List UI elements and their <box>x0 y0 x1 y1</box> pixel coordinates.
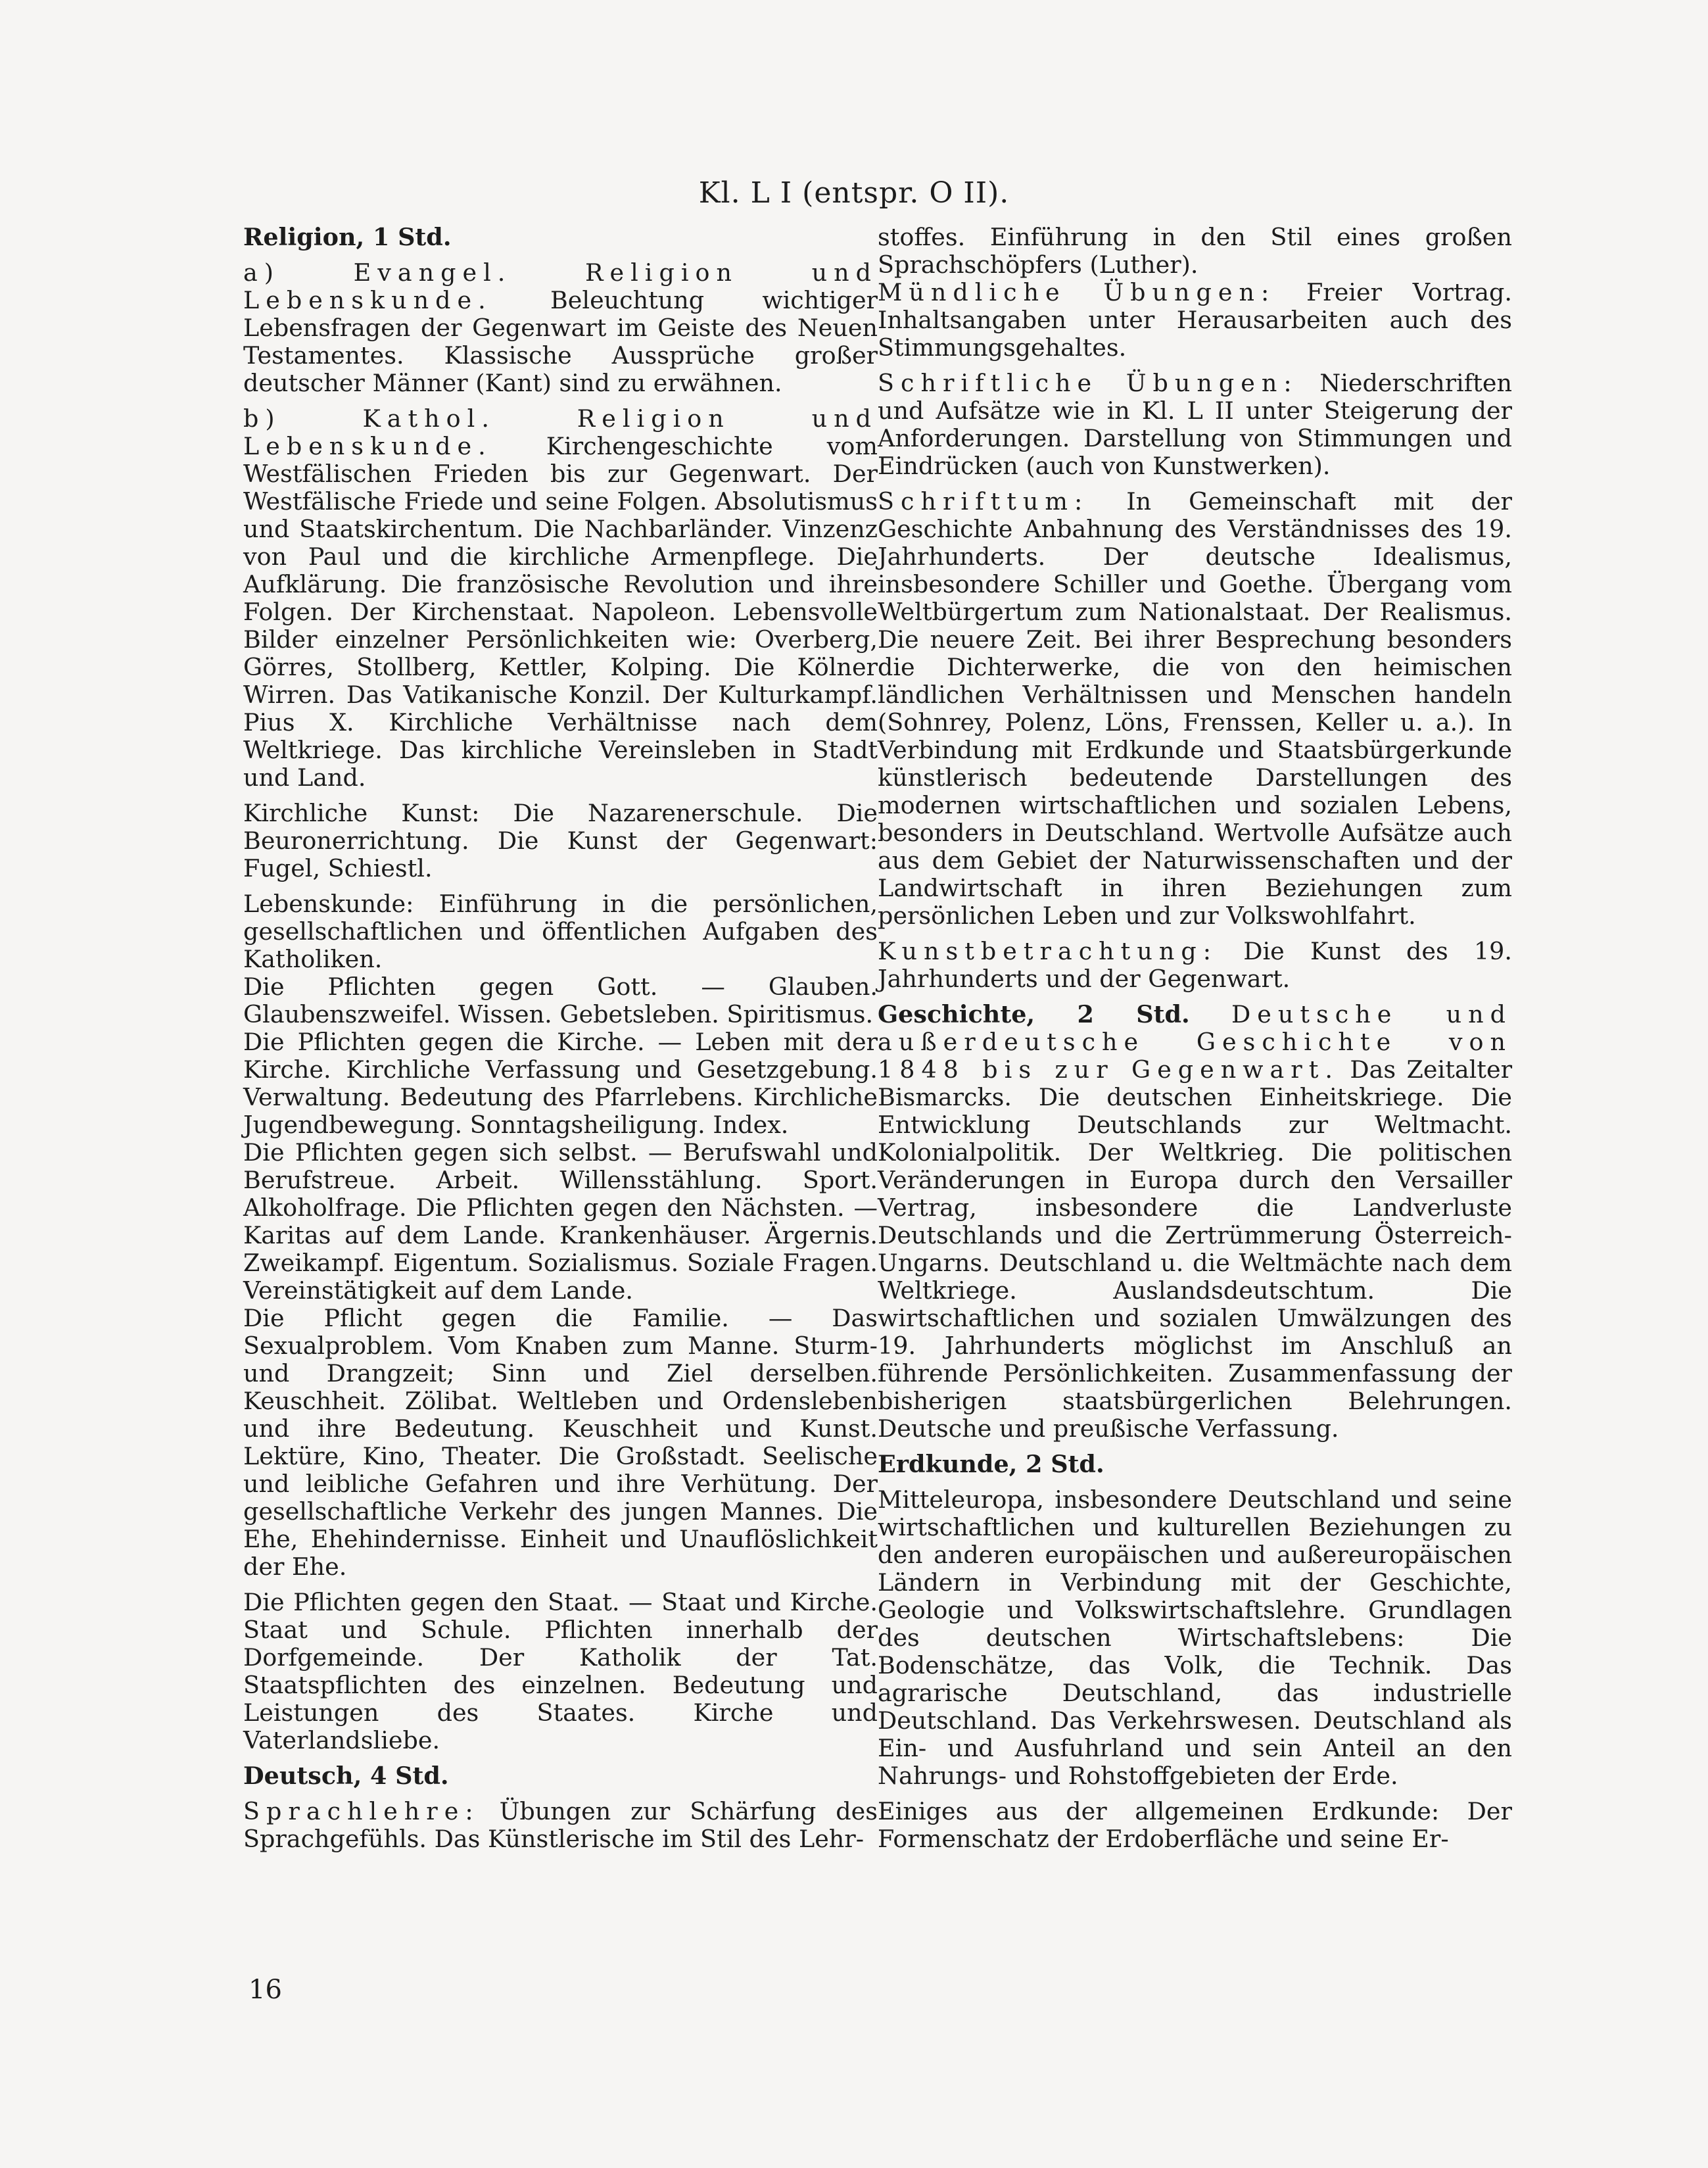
lebenskunde-paragraph: Lebenskunde: Einführung in die persönlichen, gesellschaftlichen und öffentlichen Aufgaben des Katholiken. <box>243 890 878 973</box>
sprachlehre-text: Übungen zur Schärfung des Sprachgefühls. Das Künstlerische im Stil des Lehr- <box>243 1797 878 1853</box>
religion-heading: Religion, 1 Std. <box>243 223 452 251</box>
left-column <box>243 224 878 1861</box>
pflichten-staat-paragraph: Die Pflichten gegen den Staat. — Staat und Kirche. Staat und Schule. Pflichten innerhalb der Dorfgemeinde. Der Katholik der Tat. Staatspflichten des einzelnen. Bedeutung und Leistungen des Staates. Kirche und Vaterlandsliebe. <box>243 1588 878 1754</box>
page-header: Kl. L I (entspr. O II). <box>698 176 1010 210</box>
pflichten-selbst-paragraph: Die Pflichten gegen sich selbst. — Berufswahl und Berufstreue. Arbeit. Willensstählung. Sport. Alkoholfrage. Die Pflichten gegen den Nächsten. — Karitas auf dem Lande. Krankenhäuser. Ärgernis. Zweikampf. Eigentum. Sozialismus. Soziale Fragen. Vereinstätigkeit auf dem Lande. <box>243 1138 878 1305</box>
kunstbetrachtung-text: Die Kunst des 19. Jahrhunderts und der Gegenwart. <box>878 937 1512 993</box>
pflichten-kirche-paragraph: Die Pflichten gegen die Kirche. — Leben mit der Kirche. Kirchliche Verfassung und Gesetzgebung. Verwaltung. Bedeutung des Pfarrlebens. Kirchliche Jugendbewegung. Sonntagsheiligung. Index. <box>243 1028 878 1139</box>
allgemeine-erdkunde-paragraph: Einiges aus der allgemeinen Erdkunde: Der Formenschatz der Erdoberfläche und seine Er- <box>878 1797 1512 1853</box>
page-number: 16 <box>249 1975 282 2005</box>
luther-paragraph: stoffes. Einführung in den Stil eines großen Sprachschöpfers (Luther). <box>878 223 1512 279</box>
schriftlich-paragraph <box>878 370 1512 480</box>
evangel-label: a) Evangel. Religion und Lebenskunde. <box>243 258 878 314</box>
schrifttum-text: In Gemeinschaft mit der Geschichte Anbahnung des Verständnisses des 19. Jahrhunderts. Der deutsche Idealismus, insbesondere Schiller und Goethe. Übergang vom Weltbürgertum zum Nationalstaat. Der Realismus. Die neuere Zeit. Bei ihrer Besprechung besonders die Dichterwerke, die von den heimischen ländlichen Verhältnissen und Menschen handeln (Sohnrey, Polenz, Löns, Frenssen, Keller u. a.). In Verbindung mit Erdkunde und Staatsbürgerkunde künstlerisch bedeutende Darstellungen des modernen wirtschaftlichen und sozialen Lebens, besonders in Deutschland. Wertvolle Aufsätze auch aus dem Gebiet der Naturwissenschaften und der Landwirtschaft in ihren Beziehungen zum persönlichen Leben und zur Volkswohlfahrt. <box>878 487 1512 930</box>
erdkunde-heading: Erdkunde, 2 Std. <box>878 1450 1104 1478</box>
kathol-label: b) Kathol. Religion und Lebenskunde. <box>243 404 878 460</box>
geschichte-text: Das Zeitalter Bismarcks. Die deutschen Einheitskriege. Die Entwicklung Deutschlands zur Weltmacht. Kolonialpolitik. Der Weltkrieg. Die politischen Veränderungen in Europa durch den Versailler Vertrag, insbesondere die Landverluste Deutschlands und die Zertrümmerung Österreich-Ungarns. Deutschland u. die Weltmächte nach dem Weltkriege. Auslandsdeutschtum. Die wirtschaftlichen und sozialen Umwälzungen des 19. Jahrhunderts möglichst im Anschluß an führende Persönlichkeiten. Zusammenfassung der bisherigen staatsbürgerlichen Belehrungen. Deutsche und preußische Verfassung. <box>878 1055 1513 1443</box>
schriftlich-text: Niederschriften und Aufsätze wie in Kl. L II unter Steigerung der Anforderungen. Darstellung von Stimmungen und Eindrücken (auch von Kunstwerken). <box>878 369 1512 480</box>
geschichte-paragraph <box>878 1001 1512 1443</box>
schrifttum-paragraph <box>878 488 1512 930</box>
evangel-text: Beleuchtung wichtiger Lebensfragen der Gegenwart im Geiste des Neuen Testamentes. Klassische Aussprüche großer deutscher Männer (Kant) sind zu erwähnen. <box>243 286 878 397</box>
deutsch-heading: Deutsch, 4 Std. <box>243 1762 449 1790</box>
sprachlehre-label: Sprachlehre: <box>243 1797 480 1825</box>
kathol-paragraph <box>243 405 878 792</box>
kunstbetrachtung-label: Kunstbetrachtung: <box>878 937 1218 965</box>
kathol-text: Kirchengeschichte vom Westfälischen Frieden bis zur Gegenwart. Der Westfälische Friede und seine Folgen. Absolutismus und Staatskirchentum. Die Nachbarländer. Vinzenz von Paul und die kirchliche Armenpflege. Die Aufklärung. Die französische Revolution und ihre Folgen. Der Kirchenstaat. Napoleon. Lebensvolle Bilder einzelner Persönlichkeiten wie: Overberg, Görres, Stollberg, Kettler, Kolping. Die Kölner Wirren. Das Vatikanische Konzil. Der Kulturkampf. Pius X. Kirchliche Verhältnisse nach dem Weltkriege. Das kirchliche Vereinsleben in Stadt und Land. <box>243 432 878 792</box>
kirchliche-kunst-paragraph: Kirchliche Kunst: Die Nazarenerschule. Die Beuronerrichtung. Die Kunst der Gegenwart: Fugel, Schiestl. <box>243 799 878 882</box>
kunstbetrachtung-paragraph <box>878 938 1512 993</box>
schrifttum-label: Schrifttum: <box>878 487 1089 516</box>
geschichte-label: Deutsche und außerdeutsche Geschichte von 1848 bis zur Gegenwart. <box>878 1000 1512 1084</box>
schriftlich-label: Schriftliche Übungen: <box>878 369 1298 397</box>
sprachlehre-paragraph <box>243 1798 878 1853</box>
erdkunde-paragraph: Mitteleuropa, insbesondere Deutschland und seine wirtschaftlichen und kulturellen Beziehungen zu den anderen europäischen und außereuropäischen Ländern in Verbindung mit der Geschichte, Geologie und Volkswirtschaftslehre. Grundlagen des deutschen Wirtschaftslebens: Die Bodenschätze, das Volk, die Technik. Das agrarische Deutschland, das industrielle Deutschland. Das Verkehrswesen. Deutschland als Ein- und Ausfuhrland und sein Anteil an den Nahrungs- und Rohstoffgebieten der Erde. <box>878 1485 1512 1790</box>
muendlich-label: Mündliche Übungen: <box>878 278 1276 306</box>
muendlich-text: Freier Vortrag. Inhaltsangaben unter Herausarbeiten auch des Stimmungsgehaltes. <box>878 278 1512 362</box>
right-column <box>878 224 1512 1861</box>
pflicht-familie-paragraph: Die Pflicht gegen die Familie. — Das Sexualproblem. Vom Knaben zum Manne. Sturm- und Drangzeit; Sinn und Ziel derselben. Keuschheit. Zölibat. Weltleben und Ordensleben und ihre Bedeutung. Keuschheit und Kunst. Lektüre, Kino, Theater. Die Großstadt. Seelische und leibliche Gefahren und ihre Verhütung. Der gesellschaftliche Verkehr des jungen Mannes. Die Ehe, Ehehindernisse. Einheit und Unauflöslichkeit der Ehe. <box>243 1304 878 1581</box>
evangel-paragraph <box>243 259 878 397</box>
pflichten-gott-paragraph: Die Pflichten gegen Gott. — Glauben. Glaubenszweifel. Wissen. Gebetsleben. Spiritismus. <box>243 973 878 1028</box>
muendlich-paragraph <box>878 279 1512 362</box>
geschichte-heading: Geschichte, 2 Std. <box>878 1000 1190 1028</box>
